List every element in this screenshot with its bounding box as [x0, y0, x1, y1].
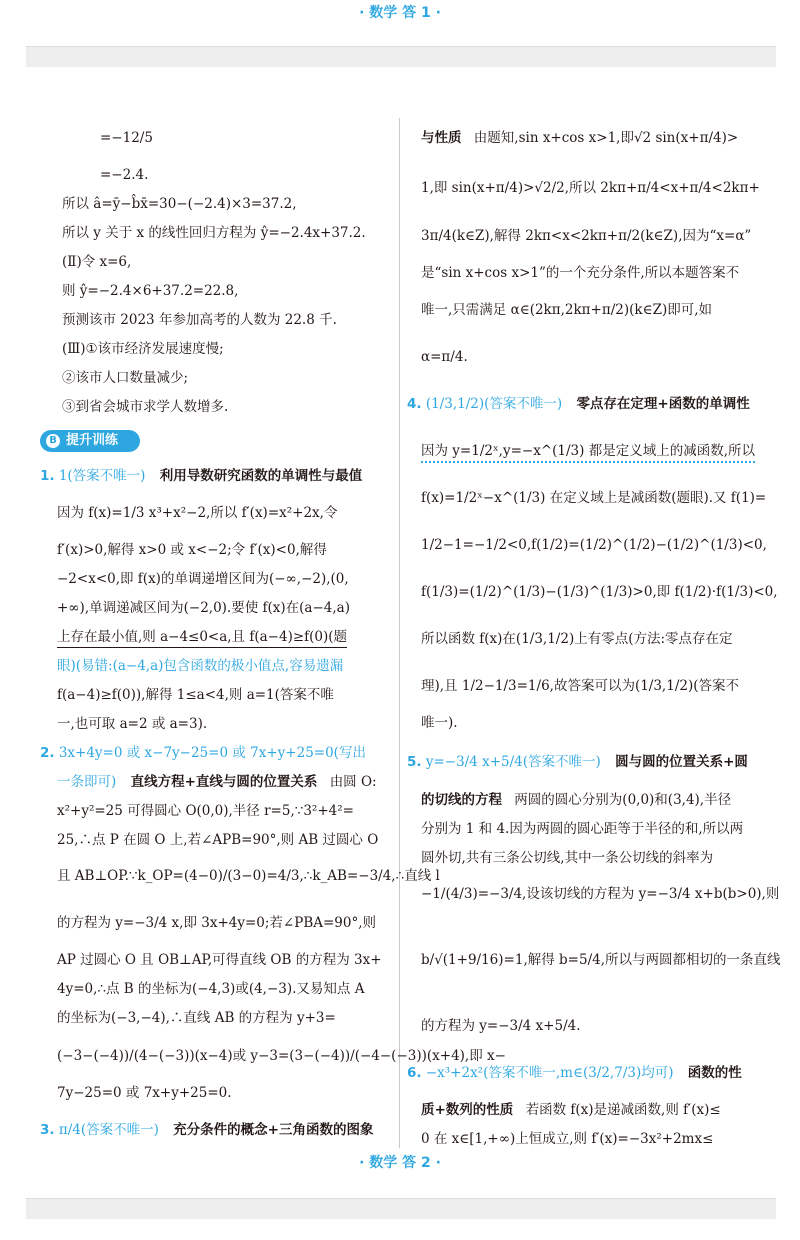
- text-line: 所以函数 f(x)在(1/3,1/2)上有零点(方法:零点存在定: [421, 631, 733, 647]
- section-badge-label: 提升训练: [66, 433, 119, 448]
- text-line: 两圆的圆心分别为(0,0)和(3,4),半径: [514, 792, 732, 808]
- answer-text: 3x+4y=0 或 x−7y−25=0 或 7x+y+25=0(写出: [58, 745, 366, 761]
- text-line: 则 ŷ=−2.4×6+37.2=22.8,: [62, 283, 239, 299]
- page-header-bottom: · 数学 答 2 ·: [359, 1155, 441, 1171]
- answer-text: π/4(答案不唯一): [58, 1122, 159, 1138]
- text-line: α=π/4.: [421, 349, 468, 365]
- answer-text: −x³+2x²(答案不唯一,m∈(3/2,7/3)均可): [425, 1065, 674, 1081]
- text-line: 的方程为 y=−3/4 x+5/4.: [421, 1018, 581, 1034]
- text-line: 上存在最小值,则 a−4≤0<a,且 f(a−4)≥f(0)(题: [57, 627, 347, 648]
- text-line: AP 过圆心 O 且 OB⊥AP,可得直线 OB 的方程为 3x+: [57, 952, 382, 968]
- text-line: 1/2−1=−1/2<0,f(1/2)=(1/2)^(1/2)−(1/2)^(1/3)<0,: [421, 537, 767, 553]
- question-4-header: [407, 394, 750, 414]
- text-line: 是“sin x+cos x>1”的一个充分条件,所以本题答案不: [421, 265, 740, 281]
- question-number: 5.: [407, 754, 422, 770]
- text-line: 一,也可取 a=2 或 a=3).: [57, 716, 208, 732]
- question-5-header: [407, 752, 748, 772]
- text-line: 25,∴点 P 在圆 O 上,若∠APB=90°,则 AB 过圆心 O: [57, 832, 379, 848]
- text-line: 0 在 x∈[1,+∞)上恒成立,则 f′(x)=−3x²+2mx≤: [421, 1131, 714, 1147]
- question-number: 1.: [40, 468, 55, 484]
- answer-text: 1(答案不唯一): [58, 468, 146, 484]
- text-line: +∞),单调递减区间为(−2,0).要使 f(x)在(a−4,a): [57, 600, 350, 616]
- topic-text: 函数的性: [687, 1065, 742, 1081]
- question-6-cont: [421, 1100, 721, 1120]
- text-line: =−12/5: [100, 130, 153, 146]
- question-number: 2.: [40, 745, 55, 761]
- text-line: (−3−(−4))/(4−(−3))(x−4)或 y−3=(3−(−4))/(−4−(−3))(x+4),即 x−: [57, 1048, 506, 1064]
- text-line: f(x)=1/2ˣ−x^(1/3) 在定义域上是减函数(题眼).又 f(1)=: [421, 490, 767, 506]
- topic-text: 圆与圆的位置关系+圆: [615, 754, 748, 770]
- text-line: f(1/3)=(1/2)^(1/3)−(1/3)^(1/3)>0,即 f(1/2)·f(1/3)<0,: [421, 584, 778, 600]
- topic-text: 质+数列的性质: [421, 1102, 514, 1118]
- question-1-header: [40, 466, 362, 486]
- text-line: (Ⅱ)令 x=6,: [62, 254, 132, 270]
- text-line: 因为 y=1/2ˣ,y=−x^(1/3) 都是定义域上的减函数,所以: [421, 441, 755, 463]
- answer-text: y=−3/4 x+5/4(答案不唯一): [425, 754, 601, 770]
- header-band: [26, 46, 776, 67]
- text-line: 且 AB⊥OP.∵k_OP=(4−0)/(3−0)=4/3,∴k_AB=−3/4,∴直线 l: [57, 868, 440, 884]
- text-line: 唯一).: [421, 715, 458, 731]
- question-2-header-cont: [57, 772, 377, 792]
- text-line: 分别为 1 和 4.因为两圆的圆心距等于半径的和,所以两: [421, 821, 744, 837]
- text-line: 1,即 sin(x+π/4)>√2/2,所以 2kπ+π/4<x+π/4<2kπ+: [421, 180, 760, 196]
- text-line: ②该市人口数量减少;: [62, 370, 189, 386]
- text-line: 唯一,只需满足 α∈(2kπ,2kπ+π/2)(k∈Z)即可,如: [421, 302, 713, 318]
- topic-text: 与性质: [421, 130, 462, 146]
- text-line: 理),且 1/2−1/3=1/6,故答案可以为(1/3,1/2)(答案不: [421, 678, 739, 694]
- text-line: b/√(1+9/16)=1,解得 b=5/4,所以与两圆都相切的一条直线: [421, 952, 781, 968]
- text-line: 7y−25=0 或 7x+y+25=0.: [57, 1085, 232, 1101]
- column-divider: [399, 118, 400, 1148]
- text-line: −1/(4/3)=−3/4,设该切线的方程为 y=−3/4 x+b(b>0),则: [421, 886, 780, 902]
- question-number: 4.: [407, 396, 422, 412]
- footer-band: [26, 1198, 776, 1219]
- text-line: 的方程为 y=−3/4 x,即 3x+4y=0;若∠PBA=90°,则: [57, 915, 377, 931]
- topic-text: 充分条件的概念+三角函数的图象: [173, 1122, 374, 1138]
- text-line: 3π/4(k∈Z),解得 2kπ<x<2kπ+π/2(k∈Z),因为“x=α”: [421, 228, 752, 244]
- page-header-top: · 数学 答 1 ·: [359, 5, 441, 21]
- topic-text: 的切线的方程: [421, 792, 502, 808]
- text-line: f′(x)>0,解得 x>0 或 x<−2;令 f′(x)<0,解得: [57, 542, 327, 558]
- answer-text: (1/3,1/2)(答案不唯一): [425, 396, 563, 412]
- text-line: ③到省会城市求学人数增多.: [62, 399, 229, 415]
- text-line: 由圆 O:: [329, 774, 377, 790]
- circle-b-icon: B: [46, 434, 60, 448]
- text-line: 所以 y 关于 x 的线性回归方程为 ŷ=−2.4x+37.2.: [62, 225, 366, 241]
- question-5-cont: [421, 790, 731, 810]
- question-2-header: [40, 743, 366, 763]
- answer-text: 一条即可): [57, 774, 117, 790]
- text-line: f(a−4)≥f(0)),解得 1≤a<4,则 a=1(答案不唯: [57, 687, 334, 703]
- text-line: 的坐标为(−3,−4),∴直线 AB 的方程为 y+3=: [57, 1010, 336, 1026]
- text-line: 4y=0,∴点 B 的坐标为(−4,3)或(4,−3).又易知点 A: [57, 981, 365, 997]
- question-3-header: [40, 1120, 373, 1140]
- text-line: =−2.4.: [100, 167, 149, 183]
- question-number: 3.: [40, 1122, 55, 1138]
- text-line: 眼)(易错:(a−4,a)包含函数的极小值点,容易遗漏: [57, 658, 344, 674]
- question-6-header: [407, 1063, 742, 1083]
- section-badge: [40, 430, 140, 452]
- topic-text: 利用导数研究函数的单调性与最值: [159, 468, 363, 484]
- topic-text: 直线方程+直线与圆的位置关系: [130, 774, 318, 790]
- text-line: 若函数 f(x)是递减函数,则 f′(x)≤: [525, 1102, 721, 1118]
- text-line: x²+y²=25 可得圆心 O(0,0),半径 r=5,∵3²+4²=: [57, 803, 354, 819]
- text-line: −2<x<0,即 f(x)的单调递增区间为(−∞,−2),(0,: [57, 571, 349, 587]
- text-line: 由题知,sin x+cos x>1,即√2 sin(x+π/4)>: [473, 130, 739, 146]
- text-line: 预测该市 2023 年参加高考的人数为 22.8 千.: [62, 312, 337, 328]
- text-line: (Ⅲ)①该市经济发展速度慢;: [62, 341, 224, 357]
- topic-text: 零点存在定理+函数的单调性: [576, 396, 750, 412]
- text-line: 圆外切,共有三条公切线,其中一条公切线的斜率为: [421, 850, 714, 866]
- text-line: 因为 f(x)=1/3 x³+x²−2,所以 f′(x)=x²+2x,令: [57, 505, 338, 521]
- question-number: 6.: [407, 1065, 422, 1081]
- text-line: 所以 â=ȳ−b̂x̄=30−(−2.4)×3=37.2,: [62, 196, 297, 212]
- question-3-cont: [421, 128, 738, 148]
